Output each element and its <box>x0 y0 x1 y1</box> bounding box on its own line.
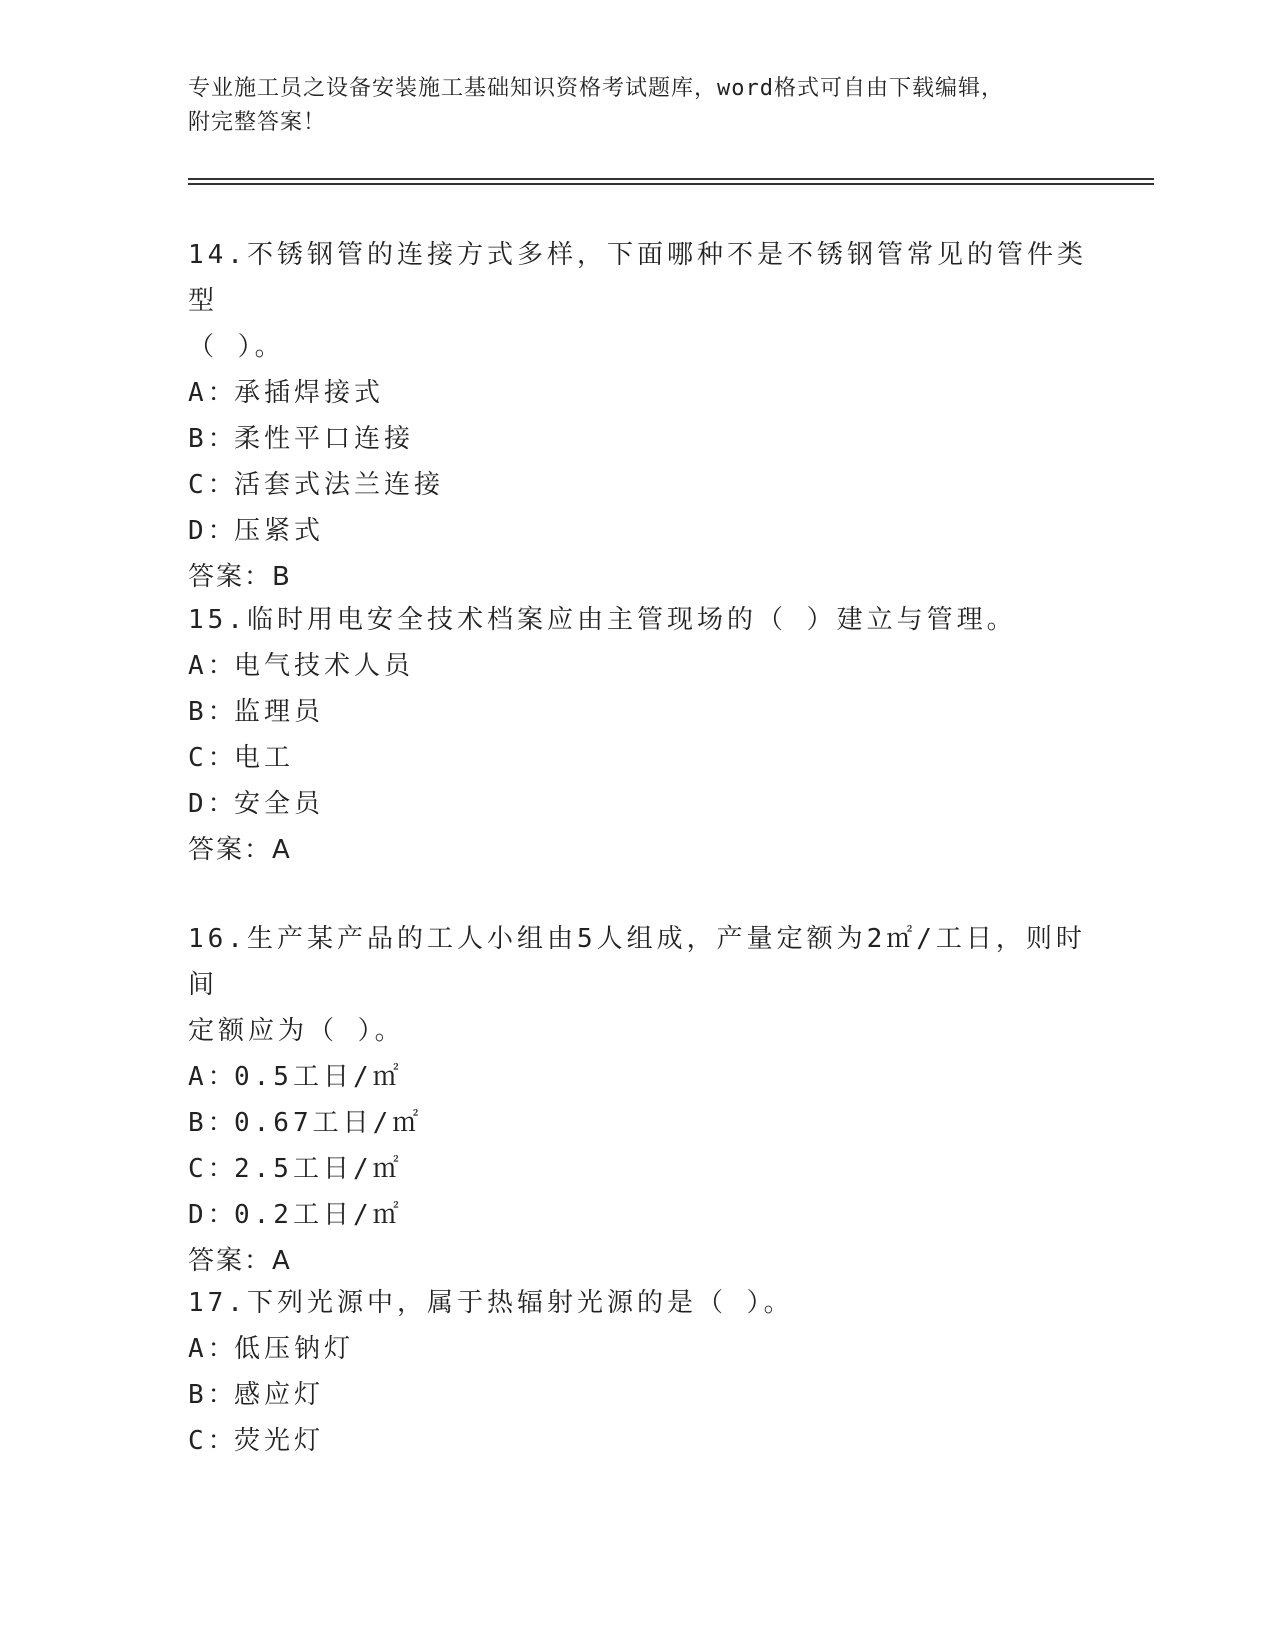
option-d <box>188 781 1088 827</box>
option-c <box>188 462 1088 508</box>
header-line-2: 附完整答案！ <box>188 110 327 135</box>
question-stem-line-1: 15.临时用电安全技术档案应由主管现场的（ ）建立与管理。 <box>188 605 1017 635</box>
answer-line: 答案：A <box>188 835 292 865</box>
option-text: 电工 <box>234 743 295 773</box>
option-a <box>188 1326 1088 1372</box>
option-text: 电气技术人员 <box>234 651 415 681</box>
option-d <box>188 1192 1088 1238</box>
question-stem-line-1: 16.生产某产品的工人小组由5人组成，产量定额为2㎡/工日，则时间 <box>188 924 1086 1000</box>
option-text: 0.67工日/㎡ <box>234 1108 423 1138</box>
option-letter: D： <box>188 516 238 546</box>
option-b <box>188 1100 1088 1146</box>
option-text: 安全员 <box>234 789 325 819</box>
option-text: 监理员 <box>234 697 325 727</box>
option-letter: C： <box>188 1154 238 1184</box>
option-text: 柔性平口连接 <box>234 424 415 454</box>
answer-line: 答案：A <box>188 1246 292 1276</box>
question-stem-line-2: （ ）。 <box>188 332 285 362</box>
option-letter: B： <box>188 424 238 454</box>
question-stem-line-2: 定额应为（ ）。 <box>188 1016 405 1046</box>
option-letter: B： <box>188 1108 238 1138</box>
question-stem-line-1: 14.不锈钢管的连接方式多样，下面哪种不是不锈钢管常见的管件类型 <box>188 240 1087 316</box>
option-b <box>188 1372 1088 1418</box>
option-letter: D： <box>188 789 238 819</box>
option-text: 2.5工日/㎡ <box>234 1154 403 1184</box>
option-a <box>188 370 1088 416</box>
option-c <box>188 735 1088 781</box>
header-line-1: 专业施工员之设备安装施工基础知识资格考试题库，word格式可自由下载编辑， <box>188 76 1004 101</box>
option-text: 0.5工日/㎡ <box>234 1062 403 1092</box>
question-14 <box>188 232 1088 600</box>
header-divider-bottom <box>188 183 1154 185</box>
option-letter: C： <box>188 1426 238 1456</box>
header-divider-top <box>188 178 1154 180</box>
option-d <box>188 508 1088 554</box>
option-letter: C： <box>188 470 238 500</box>
question-16 <box>188 916 1088 1284</box>
option-text: 低压钠灯 <box>234 1334 355 1364</box>
option-b <box>188 416 1088 462</box>
option-text: 压紧式 <box>234 516 325 546</box>
option-letter: A： <box>188 378 238 408</box>
option-text: 0.2工日/㎡ <box>234 1200 403 1230</box>
option-letter: B： <box>188 697 238 727</box>
question-17 <box>188 1280 1088 1464</box>
answer-line: 答案：B <box>188 562 292 592</box>
document-header <box>188 72 1088 140</box>
option-letter: C： <box>188 743 238 773</box>
option-text: 荧光灯 <box>234 1426 325 1456</box>
option-letter: B： <box>188 1380 238 1410</box>
option-a <box>188 1054 1088 1100</box>
question-stem-line-1: 17.下列光源中，属于热辐射光源的是（ ）。 <box>188 1288 794 1318</box>
option-c <box>188 1418 1088 1464</box>
option-letter: A： <box>188 1062 238 1092</box>
option-letter: D： <box>188 1200 238 1230</box>
option-c <box>188 1146 1088 1192</box>
option-b <box>188 689 1088 735</box>
option-a <box>188 643 1088 689</box>
question-15 <box>188 597 1088 873</box>
option-text: 感应灯 <box>234 1380 325 1410</box>
option-letter: A： <box>188 1334 238 1364</box>
option-text: 承插焊接式 <box>234 378 385 408</box>
option-letter: A： <box>188 651 238 681</box>
option-text: 活套式法兰连接 <box>234 470 445 500</box>
